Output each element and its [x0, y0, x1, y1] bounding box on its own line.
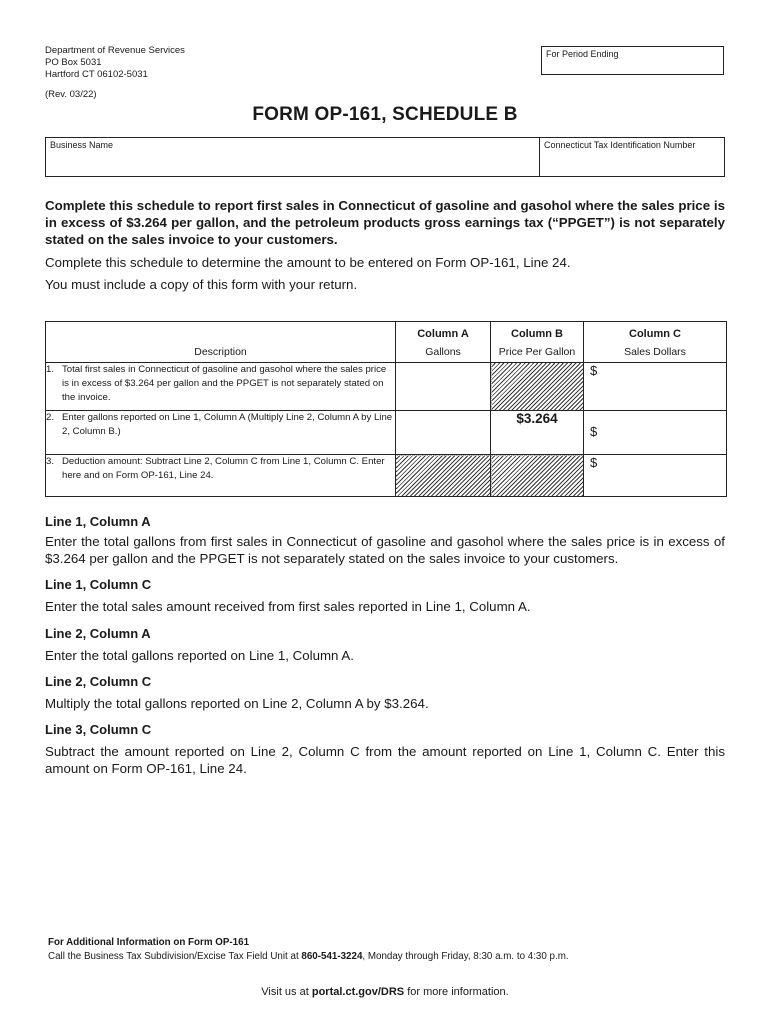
line-text: Deduction amount: Subtract Line 2, Column C from Line 1, Column C. Enter here and on Form OP-161, Line 24. [62, 456, 385, 481]
line-2-sales-dollars-input[interactable] [584, 411, 727, 455]
column-a-header [396, 322, 491, 363]
line-2-price-per-gallon: $3.264 [491, 411, 584, 455]
schedule-table [45, 321, 727, 497]
instruction-text: Enter the total sales amount received from first sales reported in Line 1, Column A. [45, 599, 531, 614]
footer-visit [0, 986, 770, 998]
intro-line-2: You must include a copy of this form with your return. [45, 277, 358, 292]
line-text: Total first sales in Connecticut of gasoline and gasohol where the sales price is in excess of $3.264 per gallon and the PPGET is not separately stated on the invoice. [62, 364, 387, 403]
line-text: Enter gallons reported on Line 1, Column A (Multiply Line 2, Column A by Line 2, Column B.) [62, 412, 393, 437]
website-link[interactable]: portal.ct.gov/DRS [311, 986, 405, 998]
column-a-title: Column A [417, 328, 469, 340]
table-row [46, 455, 727, 497]
revision-date: (Rev. 03/22) [45, 89, 97, 100]
description-header: Description [46, 322, 396, 363]
line-number: 2. [46, 412, 55, 423]
line-number: 3. [46, 456, 55, 467]
address-line: Hartford CT 06102-5031 [45, 69, 148, 80]
line-2-description [46, 411, 396, 455]
business-name-label: Business Name [50, 140, 114, 150]
instruction-text: Enter the total gallons from first sales in Connecticut of gasoline and gasohol where the sales price is in excess of $3.264 per gallon and the PPGET is not separately stated on the sales invoice to your customers. [45, 534, 725, 566]
line-2-gallons-input[interactable] [396, 411, 491, 455]
form-title: FORM OP-161, SCHEDULE B [252, 104, 518, 125]
table-row [46, 363, 727, 411]
line-1-gallons-input[interactable] [396, 363, 491, 411]
table-header-row [46, 322, 727, 363]
line-number: 1. [46, 364, 55, 375]
line-3-gallons-shaded [396, 455, 491, 497]
footer-contact [48, 951, 569, 962]
column-b-subtitle: Price Per Gallon [498, 346, 576, 358]
currency-symbol: $ [590, 424, 598, 439]
line-1-description [46, 363, 396, 411]
tax-id-field[interactable] [540, 138, 724, 176]
column-c-title: Column C [629, 328, 681, 340]
instruction-heading: Line 1, Column A [45, 514, 151, 529]
currency-symbol: $ [590, 363, 598, 378]
period-ending-label: For Period Ending [546, 49, 619, 59]
column-c-header [584, 322, 727, 363]
line-3-price-shaded [491, 455, 584, 497]
line-1-sales-dollars-input[interactable] [584, 363, 727, 411]
instruction-heading: Line 1, Column C [45, 577, 152, 592]
business-info-row [45, 137, 725, 177]
instruction-heading: Line 2, Column C [45, 674, 152, 689]
period-ending-field[interactable] [541, 46, 724, 75]
footer-call-suffix: , Monday through Friday, 8:30 a.m. to 4:30 p.m. [362, 951, 569, 962]
line-1-price-shaded [491, 363, 584, 411]
line-3-description [46, 455, 396, 497]
business-name-field[interactable] [46, 138, 540, 176]
footer-call-prefix: Call the Business Tax Subdivision/Excise Tax Field Unit at [48, 951, 302, 962]
instruction-heading: Line 2, Column A [45, 626, 151, 641]
column-a-subtitle: Gallons [425, 346, 461, 358]
phone-number[interactable]: 860-541-3224 [301, 951, 363, 962]
address-line: PO Box 5031 [45, 57, 102, 68]
instruction-heading: Line 3, Column C [45, 722, 152, 737]
visit-prefix: Visit us at [261, 986, 312, 998]
table-row [46, 411, 727, 455]
visit-suffix: for more information. [404, 986, 509, 998]
column-b-header [491, 322, 584, 363]
agency-address [45, 45, 185, 81]
column-b-title: Column B [511, 328, 563, 340]
line-3-sales-dollars-input[interactable] [584, 455, 727, 497]
intro-line-1: Complete this schedule to determine the amount to be entered on Form OP-161, Line 24. [45, 255, 571, 270]
instruction-text: Multiply the total gallons reported on Line 2, Column A by $3.264. [45, 696, 429, 711]
intro-bold-paragraph: Complete this schedule to report first sales in Connecticut of gasoline and gasohol where the sales price is in excess of $3.264 per gallon, and the petroleum products gross earnings tax (“PPGET”) is not separately stated on the sales invoice to your customers. [45, 198, 725, 247]
column-c-subtitle: Sales Dollars [624, 346, 686, 358]
instruction-text: Subtract the amount reported on Line 2, Column C from the amount reported on Line 1, Column C. Enter this amount on Form OP-161, Line 24. [45, 744, 725, 776]
currency-symbol: $ [590, 455, 598, 470]
instruction-text: Enter the total gallons reported on Line 1, Column A. [45, 648, 354, 663]
address-line: Department of Revenue Services [45, 45, 185, 56]
footer-heading: For Additional Information on Form OP-161 [48, 937, 250, 948]
tax-id-label: Connecticut Tax Identification Number [544, 140, 696, 150]
